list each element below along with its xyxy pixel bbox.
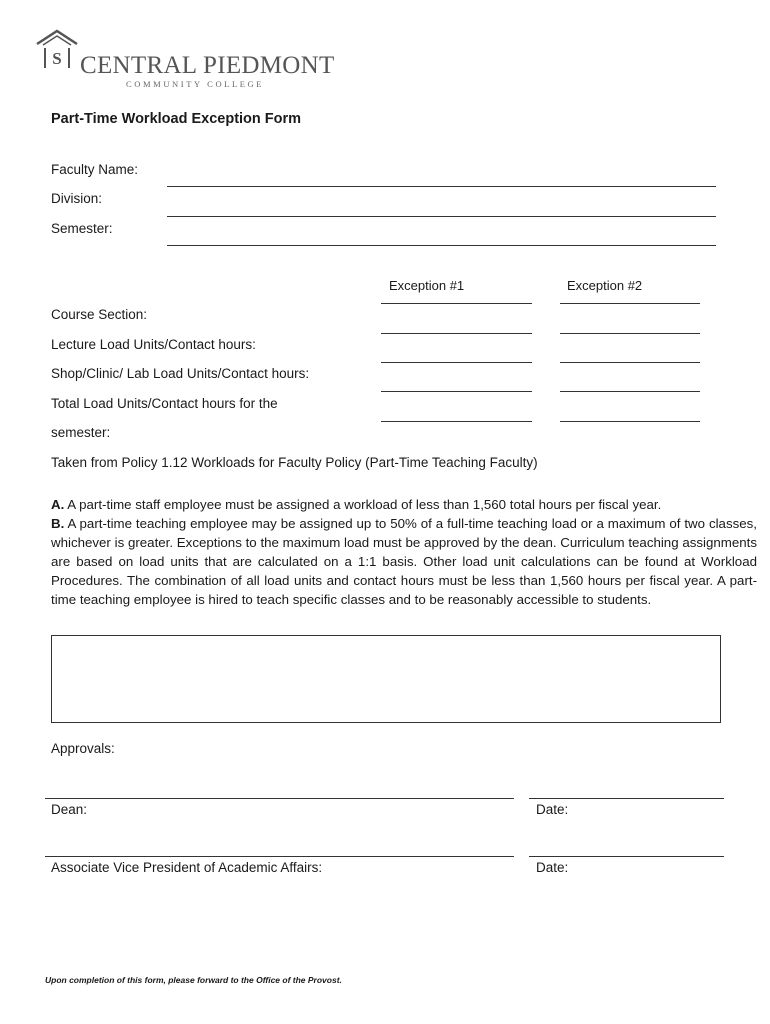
division-field[interactable] — [167, 216, 716, 217]
semester-label: Semester: — [51, 221, 113, 236]
avp-date-label: Date: — [536, 860, 569, 875]
total-load-label: Total Load Units/Contact hours for the — [51, 396, 278, 411]
avp-label: Associate Vice President of Academic Affairs: — [51, 860, 323, 875]
exception-2-semester-total-field[interactable] — [560, 421, 700, 422]
faculty-name-field[interactable] — [167, 186, 716, 187]
exception-2-header: Exception #2 — [567, 278, 643, 293]
dean-date-label: Date: — [536, 802, 569, 817]
policy-item-b-text: A part-time teaching employee may be assigned up to 50% of a full-time teaching load or a maximum of two classes, whichever is greater. Exceptions to the maximum load must be approved by the dean. Curriculum teaching assignments are based on load units that are calculated on a 1:1 basis. Other load unit calculations can be found at Workload Procedures. The combination of all load units and contact hours must be less than 1,560 hours per fiscal year. A part-time teaching employee is hired to teach specific classes and to be reasonably accessible to students. — [51, 516, 757, 607]
exception-2-shop-lab-field[interactable] — [560, 362, 700, 363]
division-label: Division: — [51, 191, 103, 206]
lecture-load-label: Lecture Load Units/Contact hours: — [51, 337, 256, 352]
exception-1-total-load-field[interactable] — [381, 391, 532, 392]
exception-1-header: Exception #1 — [389, 278, 465, 293]
dean-signature-line[interactable] — [45, 798, 514, 799]
exception-1-lecture-load-field[interactable] — [381, 333, 532, 334]
policy-text — [51, 495, 757, 609]
footer-note: Upon completion of this form, please forward to the Office of the Provost. — [45, 975, 342, 985]
policy-item-a — [51, 495, 757, 514]
comments-box[interactable] — [51, 635, 721, 723]
faculty-name-label: Faculty Name: — [51, 162, 139, 177]
dean-label: Dean: — [51, 802, 88, 817]
college-logo-icon — [34, 28, 80, 74]
exception-2-total-load-field[interactable] — [560, 391, 700, 392]
shop-lab-load-label: Shop/Clinic/ Lab Load Units/Contact hours: — [51, 366, 310, 381]
policy-item-b — [51, 514, 757, 609]
exception-1-semester-total-field[interactable] — [381, 421, 532, 422]
policy-item-b-marker: B. — [51, 516, 65, 531]
policy-source: Taken from Policy 1.12 Workloads for Faculty Policy (Part-Time Teaching Faculty) — [51, 455, 538, 470]
avp-signature-line[interactable] — [45, 856, 514, 857]
total-load-label-line2: semester: — [51, 425, 111, 440]
svg-text:S: S — [52, 49, 62, 68]
semester-field[interactable] — [167, 245, 716, 246]
exception-1-course-section-field[interactable] — [381, 303, 532, 304]
form-title: Part-Time Workload Exception Form — [51, 111, 302, 127]
avp-date-line[interactable] — [529, 856, 724, 857]
logo-subtitle: COMMUNITY COLLEGE — [126, 79, 265, 89]
policy-item-a-text: A part-time staff employee must be assigned a workload of less than 1,560 total hours per fiscal year. — [64, 497, 662, 512]
approvals-heading: Approvals: — [51, 741, 115, 756]
exception-2-course-section-field[interactable] — [560, 303, 700, 304]
dean-date-line[interactable] — [529, 798, 724, 799]
course-section-label: Course Section: — [51, 307, 148, 322]
logo-wordmark: CENTRAL PIEDMONT — [80, 52, 335, 79]
policy-item-a-marker: A. — [51, 497, 65, 512]
exception-2-lecture-load-field[interactable] — [560, 333, 700, 334]
exception-1-shop-lab-field[interactable] — [381, 362, 532, 363]
